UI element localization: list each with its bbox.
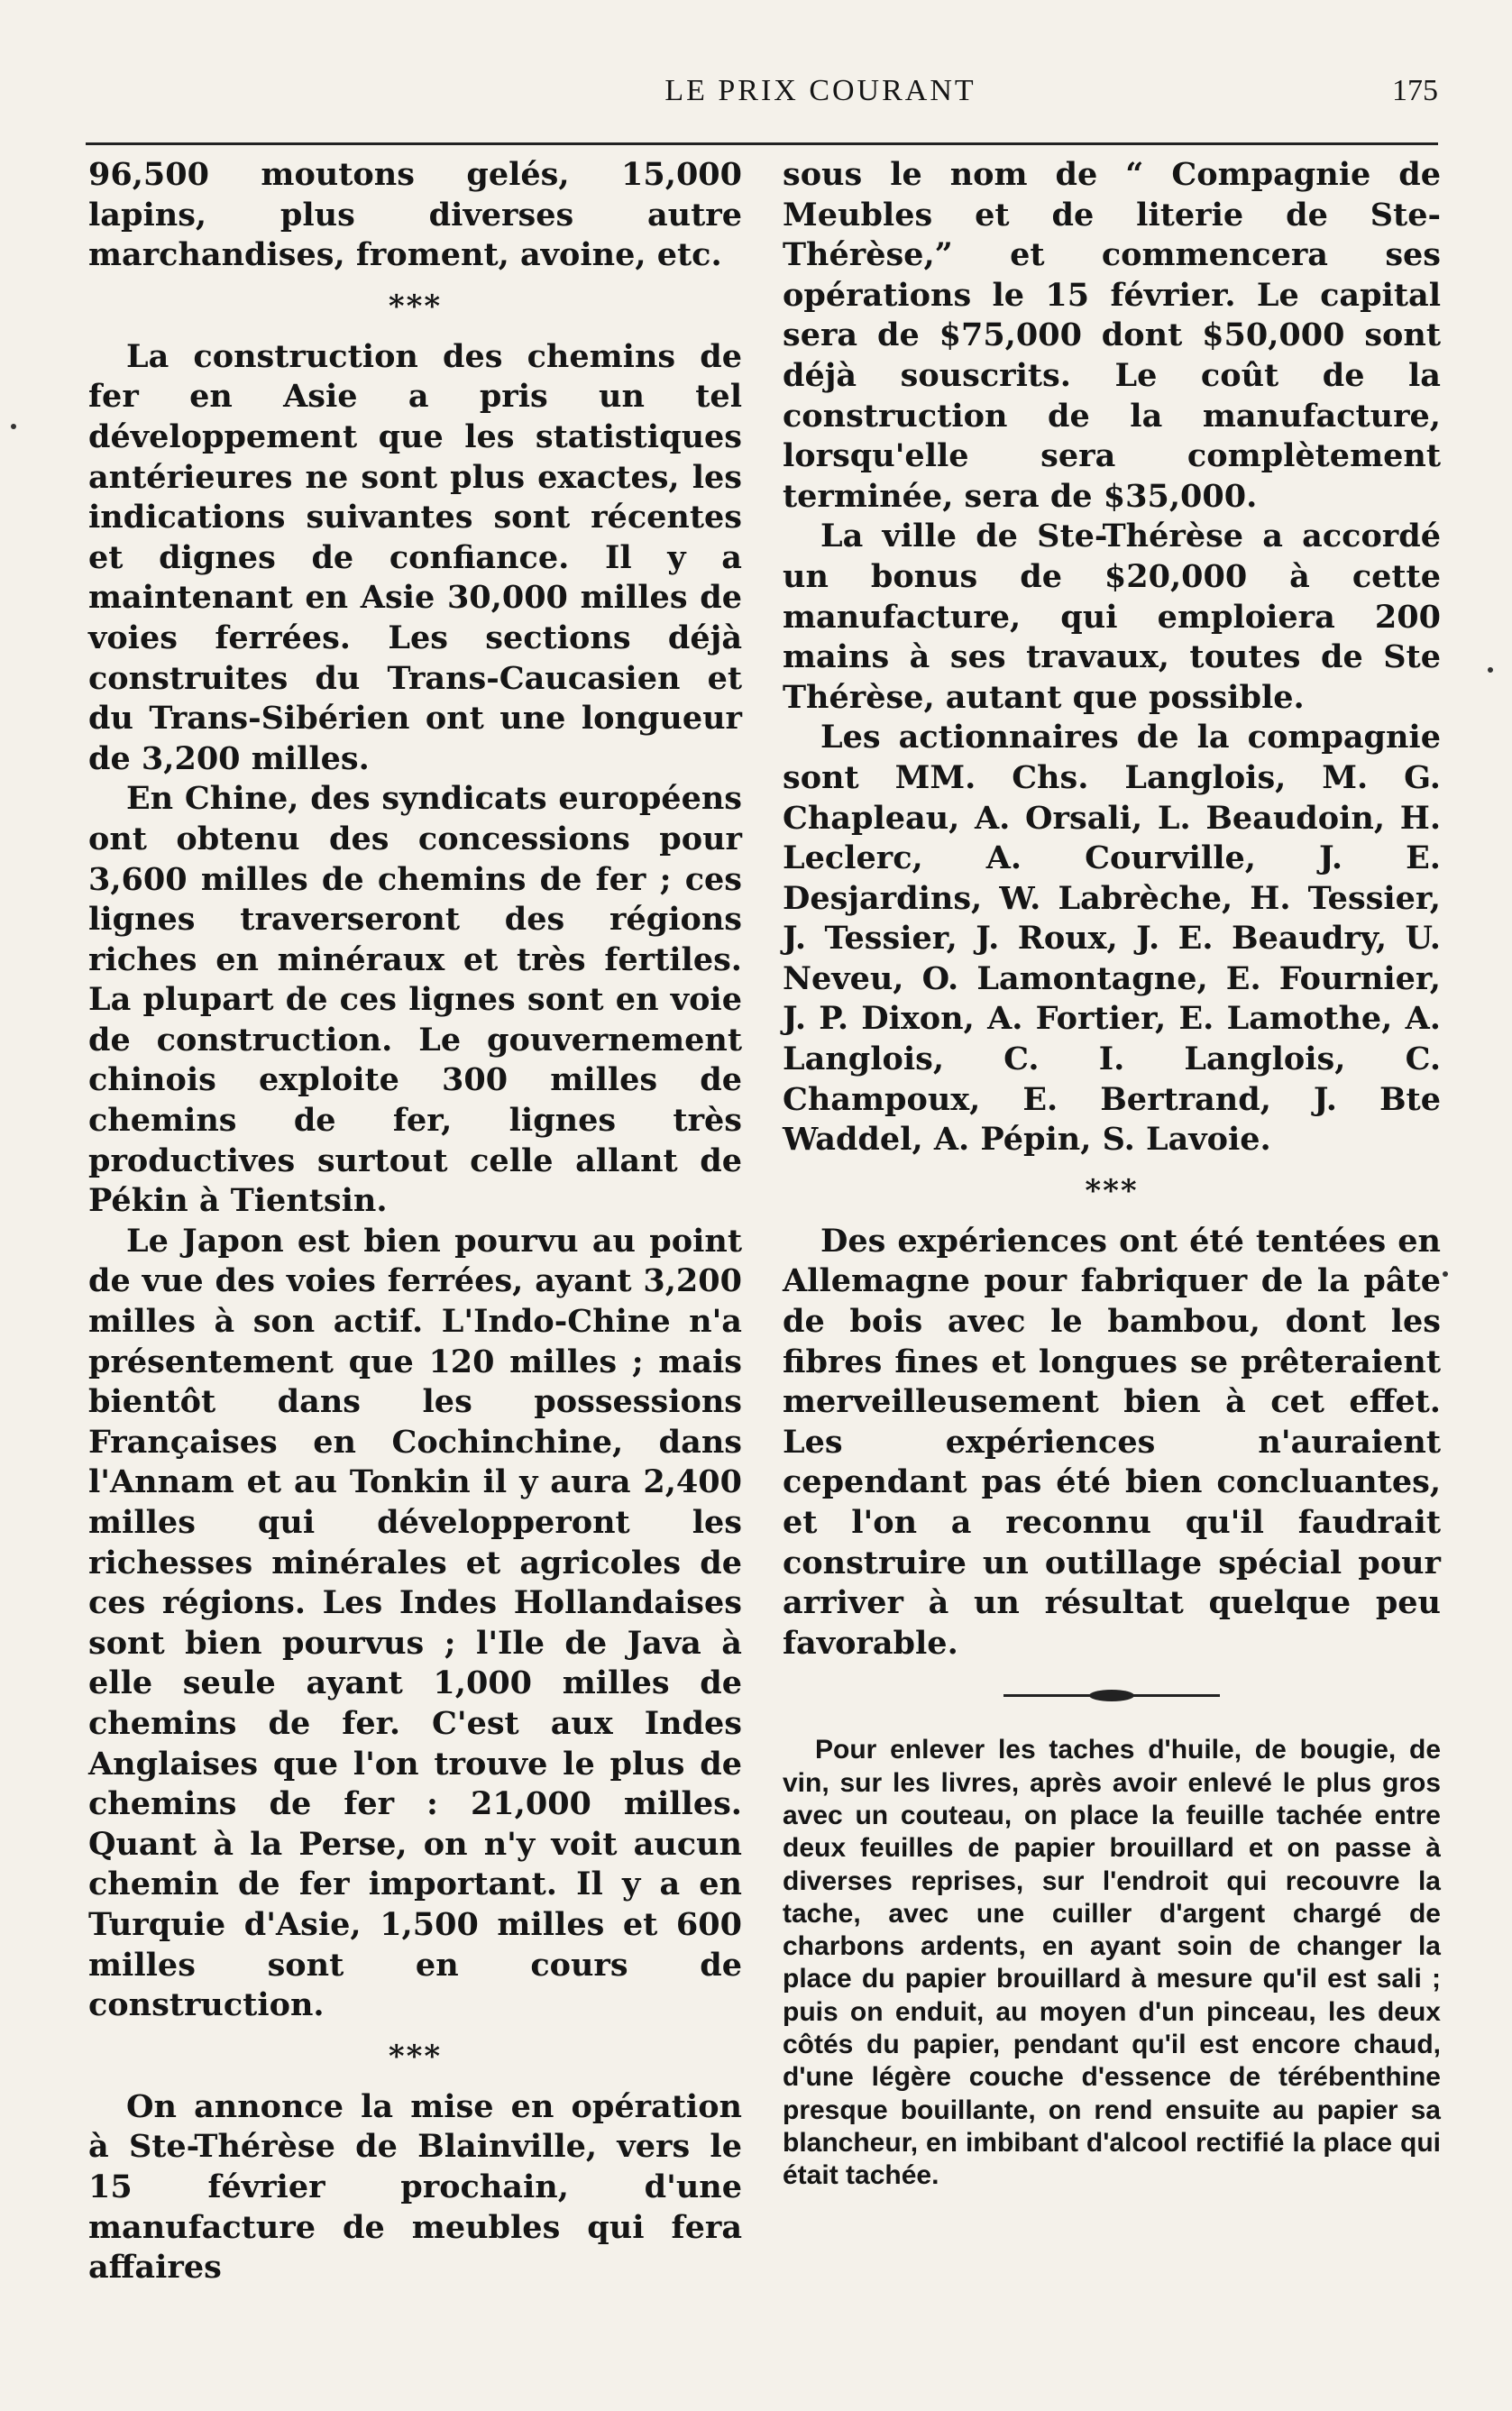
paragraph-stain-removal: Pour enlever les taches d'huile, de bougie, de vin, sur les livres, après avoir enlevé le plus gros avec un couteau, on place la feuille tachée entre deux feuilles de papier brouillard et on passe à diverses reprises, sur l'endroit qui recouvre la tache, avec une cuiller d'argent chargé de charbons ardents, en ayant soin de changer la place du papier brouillard à mesure qu'il est sali ; puis on enduit, au moyen d'un pinceau, les deux côtés du papier, pendant qu'il est encore chaud, d'une légère couche d'essence de térébenthine presque bouillante, on rend ensuite au papier sa blancheur, en imbibant d'alcool rectifié la place qui était tachée.	[783, 1735, 1441, 2191]
section-separator-asterism: ***	[1085, 1172, 1139, 1209]
left-column	[88, 155, 742, 2288]
paragraph-town-bonus: La ville de Ste-Thérèse a accordé un bonus de $20,000 à cette manufacture, qui emploiera 200 mains à ses travaux, toutes de Ste Thérèse, autant que possible.	[783, 518, 1441, 716]
running-title: LE PRIX COURANT	[664, 74, 976, 107]
ornament-line	[1003, 1694, 1220, 1697]
paragraph-asia-railways: La construction des chemins de fer en Asie a pris un tel développement que les statistiques antérieures ne sont plus exactes, les indications suivantes sont récentes et dignes de confiance. Il y a maintenant en Asie 30,000 milles de voies ferrées. Les sections déjà construites du Trans-Caucasien et du Trans-Sibérien ont une longueur de 3,200 milles.	[88, 337, 742, 777]
section-separator-asterism: ***	[388, 2038, 443, 2075]
margin-speck	[1443, 1271, 1448, 1277]
paragraph-company-name: sous le nom de “ Compagnie de Meubles et de literie de Ste-Thérèse,” et commencera ses opérations le 15 février. Le capital sera de $75,000 dont $50,000 sont déjà souscrits. Le coût de la construction de la manufacture, lorsqu'elle sera complètement terminée, sera de $35,000.	[783, 156, 1441, 515]
margin-speck	[1488, 667, 1493, 673]
paragraph-china-railways: En Chine, des syndicats européens ont obtenu des concessions pour 3,600 milles de chemins de fer ; ces lignes traverseront des régions riches en minéraux et très fertiles. La plupart de ces lignes sont en voie de construction. Le gouvernement chinois exploite 300 milles de chemins de fer, lignes très productives surtout celle allant de Pékin à Tientsin.	[88, 780, 742, 1220]
ornamental-divider	[783, 1664, 1441, 1727]
section-separator-asterism: ***	[388, 288, 443, 325]
paragraph-shareholders: Les actionnaires de la compagnie sont MM. Chs. Langlois, M. G. Chapleau, A. Orsali, L. Beaudoin, H. Leclerc, A. Courville, J. E. Desjardins, W. Labrèche, H. Tessier, J. Tessier, J. Roux, J. E. Beaudry, U. Neveu, O. Lamontagne, E. Fournier, J. P. Dixon, A. Fortier, E. Lamothe, A. Langlois, C. I. Langlois, C. Champoux, E. Bertrand, J. Bte Waddel, A. Pépin, S. Lavoie.	[783, 719, 1441, 1159]
paragraph-bamboo-pulp: Des expériences ont été tentées en Allemagne pour fabriquer de la pâte de bois avec le bambou, dont les fibres fines et longues se prêteraient merveilleusement bien à cet effet. Les expériences n'auraient cependant pas été bien concluantes, et l'on a reconnu qu'il faudrait construire un outillage spécial pour arriver à un résultat quelque peu favorable.	[783, 1222, 1441, 1662]
right-column	[783, 155, 1441, 2193]
paragraph-japan-indochina-railways: Le Japon est bien pourvu au point de vue des voies ferrées, ayant 3,200 milles à son actif. L'Indo-Chine n'a présentement que 120 milles ; mais bientôt dans les possessions Françaises en Cochinchine, dans l'Annam et au Tonkin il y aura 2,400 milles qui développeront les richesses minérales et agricoles de ces régions. Les Indes Hollandaises sont bien pourvus ; l'Ile de Java à elle seule ayant 1,000 milles de chemins de fer. C'est aux Indes Anglaises que l'on trouve le plus de chemins de fer : 21,000 milles. Quant à la Perse, on n'y voit aucun chemin de fer important. Il y a en Turquie d'Asie, 1,500 milles et 600 milles sont en cours de construction.	[88, 1222, 742, 2024]
paragraph-exports: 96,500 moutons gelés, 15,000 lapins, plus diverses autre marchandises, froment, avoine, etc.	[88, 156, 742, 274]
page-header	[86, 74, 1438, 128]
header-rule	[86, 142, 1438, 145]
household-tip-note	[783, 1734, 1441, 2192]
paragraph-furniture-factory: On annonce la mise en opération à Ste-Thérèse de Blainville, vers le 15 février prochain, d'une manufacture de meubles qui fera affaires	[88, 2087, 742, 2287]
margin-speck	[11, 424, 16, 429]
page-number: 175	[1392, 74, 1438, 107]
